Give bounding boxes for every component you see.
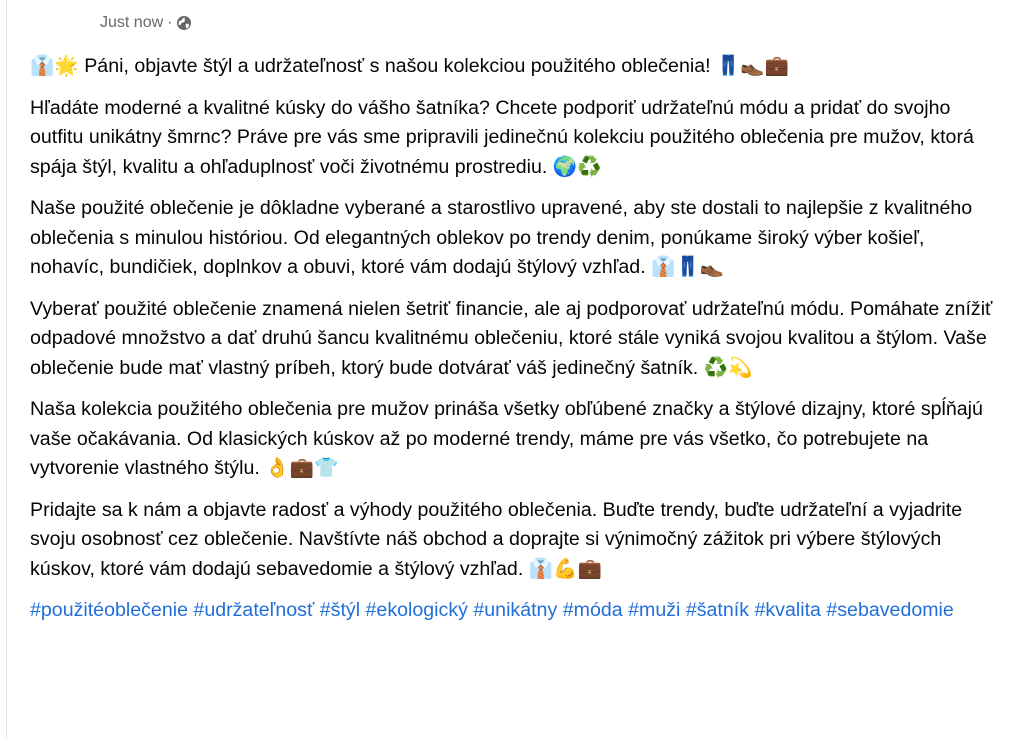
hashtag-link[interactable]: #štýl	[319, 599, 361, 621]
post-meta	[100, 14, 192, 32]
hashtag-link[interactable]: #móda	[562, 599, 623, 621]
post-paragraph: Hľadáte moderné a kvalitné kúsky do vášho šatníka? Chcete podporiť udržateľnú módu a pridať do svojho outfitu unikátny šmrnc? Práve pre vás sme pripravili jedinečnú kolekciu použitého oblečenia pre mužov, ktorá spája štýl, kvalitu a ohľaduplnosť voči životnému prostrediu. 🌍♻️	[30, 96, 974, 178]
meta-separator: ·	[167, 14, 173, 31]
hashtag-link[interactable]: #ekologický	[365, 599, 468, 621]
hashtag-list	[30, 596, 995, 626]
post-body	[30, 52, 995, 638]
hashtag-link[interactable]: #sebavedomie	[826, 599, 954, 621]
post-paragraph: Vyberať použité oblečenie znamená nielen šetriť financie, ale aj podporovať udržateľnú módu. Pomáhate znížiť odpadové množstvo a dať druhú šancu kvalitnému oblečeniu, ktoré stále vyniká svojou kvalitou a štýlom. Vaše oblečenie bude mať vlastný príbeh, ktorý bude dotvárať váš jedinečný šatník. ♻️💫	[30, 297, 993, 379]
hashtag-link[interactable]: #šatník	[685, 599, 750, 621]
post-paragraph: 👔🌟 Páni, objavte štýl a udržateľnosť s našou kolekciou použitého oblečenia! 👖👞💼	[30, 55, 790, 77]
hashtag-link[interactable]: #kvalita	[754, 599, 821, 621]
hashtag-link[interactable]: #udržateľnosť	[193, 599, 315, 621]
hashtag-link[interactable]: #muži	[628, 599, 681, 621]
hashtag-link[interactable]: #unikátny	[473, 599, 558, 621]
post-paragraph: Pridajte sa k nám a objavte radosť a výhody použitého oblečenia. Buďte trendy, buďte udržateľní a vyjadrite svoju osobnosť cez oblečenie. Navštívte náš obchod a doprajte si výnimočný zážitok pri výbere štýlových kúskov, ktoré vám dodajú sebavedomie a štýlový vzhľad. 👔💪💼	[30, 498, 963, 580]
post-paragraph: Naša kolekcia použitého oblečenia pre mužov prináša všetky obľúbené značky a štýlové dizajny, ktoré spĺňajú vaše očakávania. Od klasických kúskov až po moderné trendy, máme pre vás všetko, čo potrebujete na vytvorenie vlastného štýlu. 👌💼👕	[30, 398, 983, 479]
post-left-border	[6, 0, 7, 739]
hashtag-link[interactable]: #použitéoblečenie	[30, 599, 188, 621]
globe-icon[interactable]	[176, 15, 192, 31]
post-paragraph: Naše použité oblečenie je dôkladne vyberané a starostlivo upravené, aby ste dostali to najlepšie z kvalitného oblečenia s minulou históriou. Od elegantných oblekov po trendy denim, ponúkame široký výber košieľ, nohavíc, bundičiek, doplnkov a obuvi, ktoré vám dodajú štýlový vzhľad. 👔👖👞	[30, 197, 973, 278]
post-timestamp[interactable]: Just now	[100, 14, 164, 31]
